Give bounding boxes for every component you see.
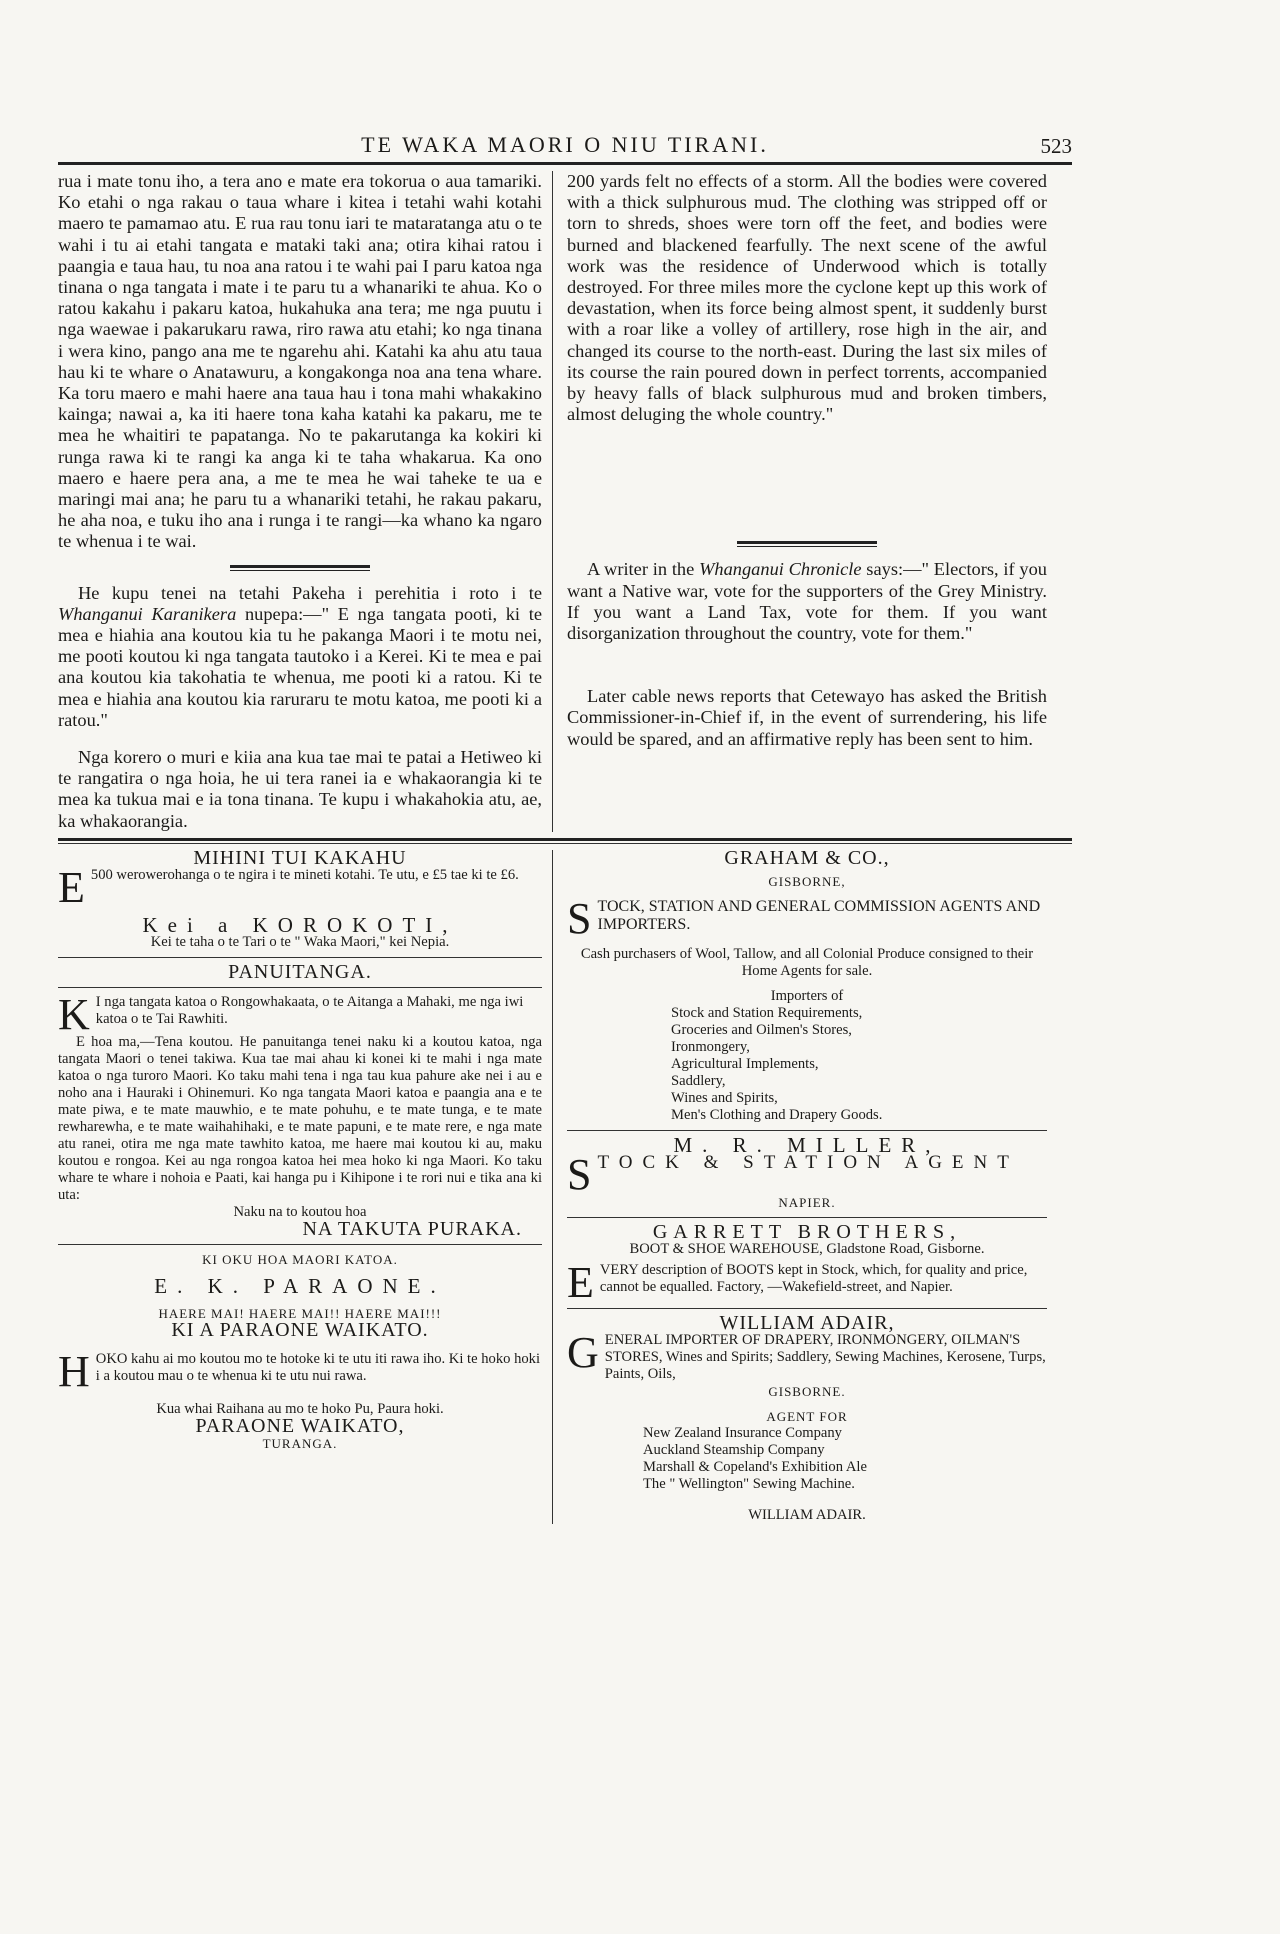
list-item: Groceries and Oilmen's Stores, [671, 1021, 852, 1038]
list-item: Marshall & Copeland's Exhibition Ale [643, 1458, 867, 1475]
ad-raihana: Kua whai Raihana au mo te hoko Pu, Paura hoki. [156, 1400, 444, 1417]
ad-turanga: TURANGA. [262, 1435, 338, 1451]
ad-graham-cash: Cash purchasers of Wool, Tallow, and all Colonial Produce consigned to their Home Agents for sale. [580, 945, 1034, 979]
article-cyclone-maori: rua i mate tonu iho, a tera ano e mate era tokorua o aua tamariki. Ko etahi o nga rakau o taua whare i kitea i tetahi wahi kotahi maero te pamamao atu. E rua rau tonu iari te mataratanga atu o te wahi i tu ai etahi tangata e mataki taki ana; otira kihai ratou i paangia e taua hau, tu noa ana ratou i te wahi pai I paru katoa nga tinana o nga tangata i mate i te paru tu a whanariki te ahua. Ko o ratou kakahu i pakaru katoa, hukahuka ana tera; me nga puutu i nga waewae i pakarukaru rawa, riro rawa atu etahi; ko nga tinana i wera kino, pango ana me te ngarehu ahi. Katahi ka ahu atu taua hau ki te whare o Anatawuru, a kongakonga noa ana tena whare. Ka toru maero e mahi haere ana taua hau i tona mahi whakakino kainga; nawai a, ka iti haere tona kaha katahi ka pakaru, me te mea he whaitiri te papatanga. No te pakarutanga ka kokiri ki runga rawa ki te rangi ka anga ki te taha whakarua. Ka ono maero e haere pera ana, a me te mea he wai taheke te ua e maringi mai ana; he paru tu a whanariki tetahi, he rakau pakaru, he aha noa, e tuku iho ana i runga i te rangi—ka whano ka ngaro te whenua i te wai. [58, 171, 542, 552]
page-number: 523 [1040, 134, 1072, 158]
newspaper-page [58, 128, 1072, 1524]
ad-panuitanga: K I nga tangata katoa o Rongowhakaata, o te Aitanga a Mahaki, me nga iwi katoa o te Tai Rawhiti. [58, 989, 524, 1039]
ad-korokoti-sub: Kei te taha o te Tari o te " Waka Maori," kei Nepia. [150, 933, 450, 950]
dropcap: G [567, 1327, 599, 1377]
list-item: Saddlery, [671, 1072, 726, 1089]
ad-panuitanga-close: Naku na to koutou hoa [233, 1203, 367, 1220]
left-column [58, 171, 552, 832]
ad-miller-place: NAPIER. [778, 1194, 836, 1210]
ad-divider [58, 1244, 542, 1245]
advertisements [58, 846, 1072, 1524]
dropcap: S [567, 893, 592, 943]
ad-adair: GENERAL IMPORTER OF DRAPERY, IRONMONGERY, OILMAN'S STORES, Wines and Spirits; Saddlery, Sewing Machines, Kerosene, Turps, Paints, Oils, [567, 1327, 1046, 1382]
article-cyclone-english: 200 yards felt no effects of a storm. All the bodies were covered with a thick sulphurous mud. The clothing was stripped off or torn to shreds, shoes were torn off the feet, and bodies were burned and blackened fearfully. The next scene of the awful work was the residence of Underwood which is totally destroyed. For three miles more the cyclone kept up this work of devastation, when its force being almost spent, it suddenly burst with a roar like a volley of artillery, rose high in the air, and changed its course to the north-east. During the last six miles of its course the rain poured down in perfect torrents, accompanied by heavy falls of black sulphurous mud and broken timbers, almost deluging the whole country." [567, 171, 1047, 425]
ad-garrett-sub: BOOT & SHOE WAREHOUSE, Gladstone Road, Gisborne. [629, 1240, 985, 1257]
ad-miller-line: STOCK & STATION AGENT [567, 1149, 1019, 1199]
ad-panuitanga-body: E hoa ma,—Tena koutou. He panuitanga tenei naku ki a koutou katoa, nga tangata Maori o tenei takiwa. Kua tae mai ahau ki konei ki te mahi i nga mate katoa o nga turoro Maori. Ko taku mahi tena i nga tau kua pahure ake nei i au e noho ana i Hauraki i Ohinemuri. Ko nga tangata Maori katoa e paangia ana e te mate piwa, e te mate mauwhio, e te mate pohuhu, e te mate tunga, e te mate rewharewha, e te mate waihahihaki, e te mate papuni, e te mate rere, e nga mate atu ranei, otira me nga mate tawhito katoa, me haere mai koutou ki au, maku koutou e rongoa. Kei au nga rongoa katoa hei mea hoko ki nga Maori. Ko taku whare te whare i nohoia e Paati, kai hanga pu i Kihipone i te rori nui e tika ana ki uta: [58, 1033, 542, 1203]
ads-right-column [553, 846, 1047, 1524]
ad-importers-list [567, 1005, 1047, 1124]
dropcap: S [567, 1149, 592, 1199]
ad-adair-signature: WILLIAM ADAIR. [748, 1506, 866, 1523]
ad-miller-title: M. R. MILLER, [673, 1132, 941, 1157]
ad-adair-place: GISBORNE. [768, 1383, 846, 1399]
ad-panuitanga-title: PANUITANGA. [228, 960, 372, 983]
ad-hoko: HOKO kahu ai mo koutou mo te hotoke ki te utu iti rawa iho. Ki te hoko hoki i a koutou mau o te whenua ki te utu nui rawa. [58, 1346, 541, 1396]
ad-ki-oku-hoa: KI OKU HOA MAORI KATOA. [202, 1251, 398, 1267]
article-hetiweo: Nga korero o muri e kiia ana kua tae mai te patai a Hetiweo ki te rangatira o nga hoia, he ui tera ranei ia e whakaorangia ki te mea ka tukua mai e ia tona tinana. Te kupu i whakahokia atu, ae, ka whakaorangia. [58, 747, 542, 831]
article-cetewayo: Later cable news reports that Cetewayo has asked the British Commissioner-in-Chief if, in the event of surrendering, his life would be spared, and an affirmative reply has been sent to him. [567, 686, 1047, 749]
masthead-rule [58, 162, 1072, 165]
ad-divider [58, 987, 542, 988]
list-item: Wines and Spirits, [671, 1089, 778, 1106]
right-column [553, 171, 1047, 832]
ad-paraone-signature: PARAONE WAIKATO, [195, 1414, 405, 1437]
section-divider [567, 529, 1047, 559]
ad-garrett-title: GARRETT BROTHERS, [652, 1220, 962, 1243]
ad-mihini-text: 500 werowerohanga o te ngira i te mineti kotahi. Te utu, e £5 tae ki te £6. [90, 866, 519, 883]
masthead [58, 128, 1072, 162]
ad-garrett: EVERY description of BOOTS kept in Stock, which, for quality and price, cannot be equalled. Factory, —Wakefield-street, and Napier. [567, 1257, 1028, 1307]
ad-ki-a-paraone: KI A PARAONE WAIKATO. [171, 1318, 429, 1341]
list-item: Ironmongery, [671, 1038, 750, 1055]
ad-panuitanga-signature: NA TAKUTA PURAKA. [302, 1217, 522, 1240]
ad-haere-mai: HAERE MAI! HAERE MAI!! HAERE MAI!!! [158, 1305, 442, 1321]
ad-graham-heading: STOCK, STATION AND GENERAL COMMISSION AGENTS AND IMPORTERS. [567, 893, 1041, 943]
ad-divider [567, 1217, 1047, 1218]
ad-graham-place: GISBORNE, [768, 873, 846, 889]
list-item: New Zealand Insurance Company [643, 1424, 842, 1441]
list-item: The " Wellington" Sewing Machine. [643, 1475, 855, 1492]
list-item: Auckland Steamship Company [643, 1441, 825, 1458]
dropcap: E [58, 862, 85, 912]
article-karanikera: He kupu tenei na tetahi Pakeha i perehitia i roto i te Whanganui Karanikera nupepa:—" E nga tangata pooti, ki te mea e hiahia ana koutou kia tu he pakanga Maori i te motu nei, me pooti koutou ki nga tangata tautoko i a Kerei. Ki te mea e pai ana koutou kia takohatia te whenua, me pooti ki a ratou. Ki te mea e hiahia ana koutou kia raruraru te motu katoa, me pooti ki a ratou." [58, 582, 542, 730]
ads-left-column [58, 846, 552, 1524]
article-chronicle: A writer in the Whanganui Chronicle says:—" Electors, if you want a Native war, vote for the supporters of the Grey Ministry. If you want a Land Tax, vote for them. If you want disorganization throughout the country, vote for them." [567, 559, 1048, 644]
top-articles [58, 171, 1072, 832]
ad-mihini-title: MIHINI TUI KAKAHU [193, 846, 407, 869]
list-item: Agricultural Implements, [671, 1055, 819, 1072]
ad-divider [58, 957, 542, 958]
masthead-title: TE WAKA MAORI O NIU TIRANI. [361, 132, 769, 157]
list-item: Men's Clothing and Drapery Goods. [671, 1106, 883, 1123]
ad-ek-paraone: E. K. PARAONE. [154, 1273, 446, 1298]
dropcap: E [567, 1257, 594, 1307]
dropcap: H [58, 1346, 90, 1396]
ad-agent-list [567, 1425, 1047, 1493]
ads-top-rule-thin [58, 843, 1072, 844]
ad-korokoti: Kei a KOROKOTI, [142, 912, 458, 937]
ad-divider [567, 1308, 1047, 1309]
ad-importers-of: Importers of [770, 987, 844, 1004]
list-item: Stock and Station Requirements, [671, 1004, 863, 1021]
ads-top-rule [58, 838, 1072, 841]
ad-divider [567, 1130, 1047, 1131]
ad-mihini [58, 862, 542, 912]
section-divider [58, 553, 542, 583]
dropcap: K [58, 989, 90, 1039]
ad-agent-for: AGENT FOR [766, 1408, 848, 1424]
ad-adair-title: WILLIAM ADAIR, [719, 1311, 895, 1334]
ad-graham-title: GRAHAM & CO., [724, 846, 890, 869]
